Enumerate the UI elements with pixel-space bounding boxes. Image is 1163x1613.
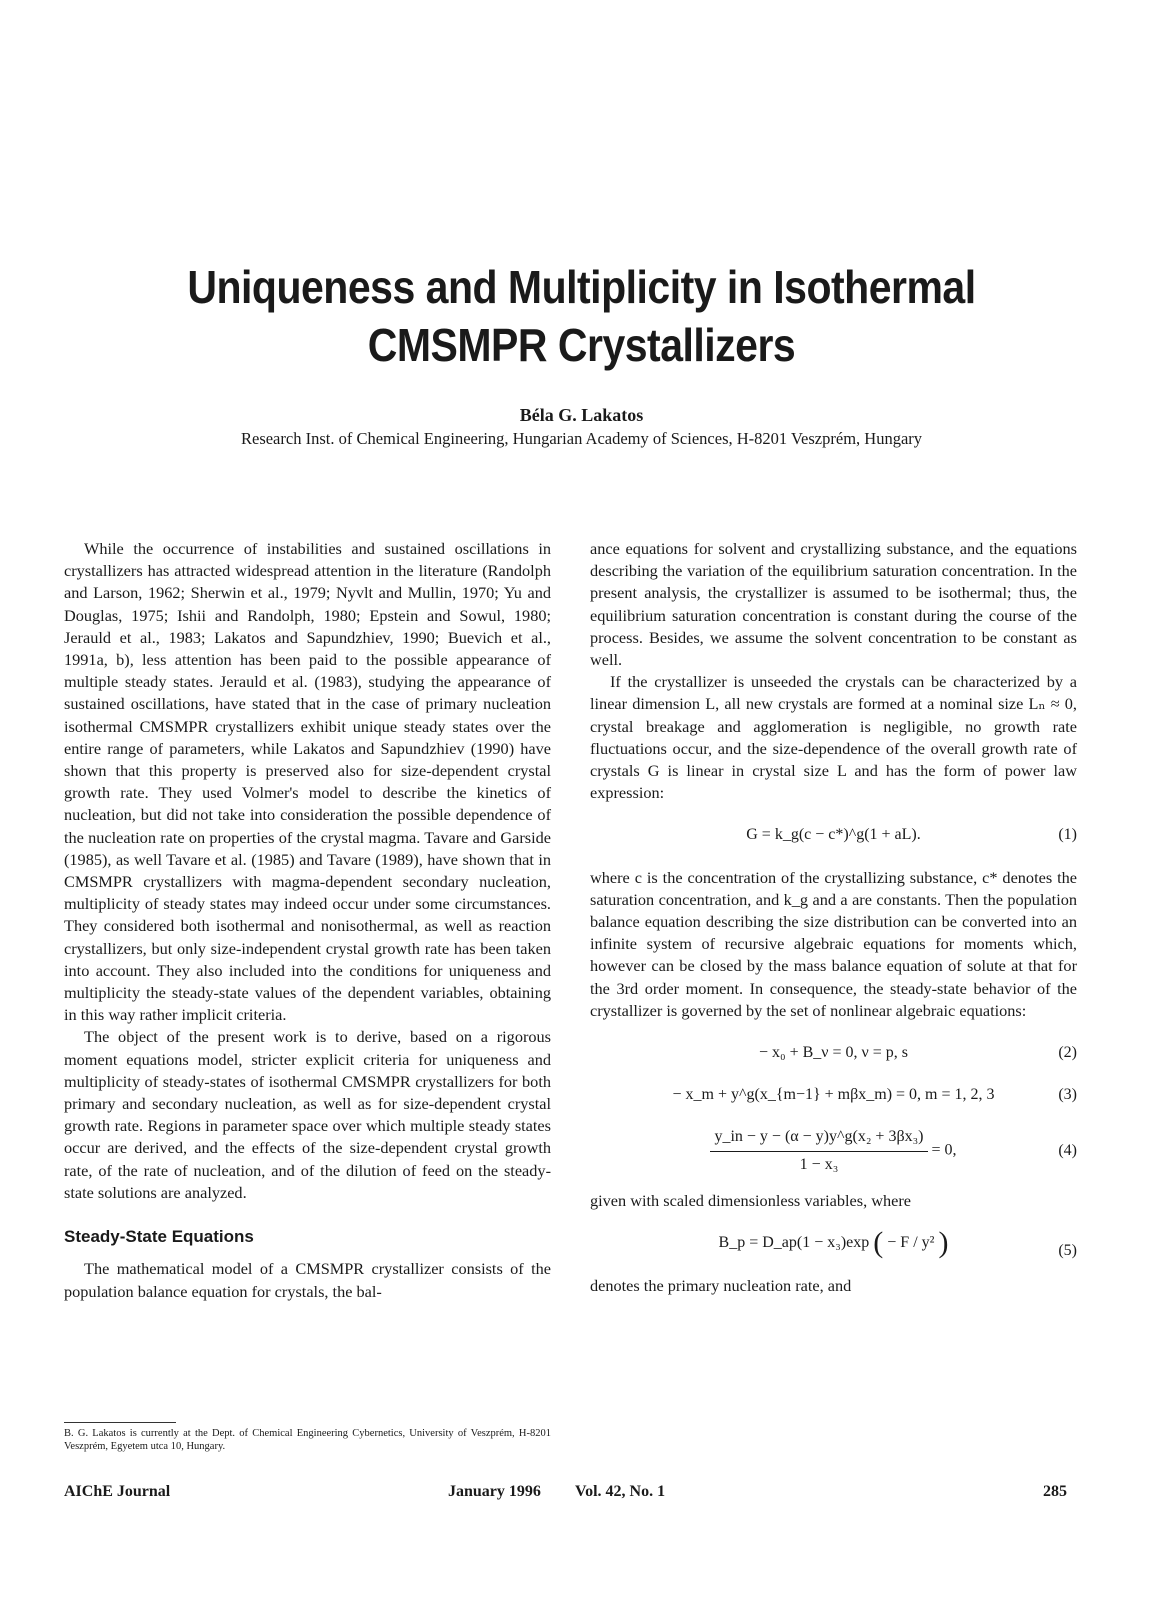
equation-1 <box>590 824 1077 846</box>
equation-5-number: (5) <box>1058 1242 1077 1260</box>
equation-5-lhs: B_p = D_ap(1 − x₃)exp <box>718 1234 870 1252</box>
continuation-paragraph: ance equations for solvent and crystallizing substance, and the equations describing the variation of the equilibrium saturation concentration. In the present analysis, the crystallizer is assumed to be isothermal; thus, the equilibrium saturation concentration is constant during the course of the process. Besides, we assume the solvent concentration to be constant as well. <box>590 539 1077 670</box>
equation-5 <box>590 1226 1077 1260</box>
equation-4-rhs: = 0, <box>931 1141 957 1159</box>
author-footnote: B. G. Lakatos is currently at the Dept. of Chemical Engineering Cybernetics, University of Veszprém, H-8201 Veszprém, Egyetem utca 10, Hungary. <box>64 1428 551 1452</box>
equation-2-number: (2) <box>1058 1044 1077 1062</box>
footer-journal: AIChE Journal <box>64 1483 171 1500</box>
nucleation-rate-line: denotes the primary nucleation rate, and <box>590 1275 852 1295</box>
equation-4-fraction <box>710 1126 927 1175</box>
footnote-rule <box>64 1422 176 1423</box>
footer-page-number: 285 <box>1043 1483 1067 1500</box>
author: Béla G. Lakatos <box>519 405 644 425</box>
intro-paragraph-1: While the occurrence of instabilities and sustained oscillations in crystallizers has attracted widespread attention in the literature (Randolph and Larson, 1962; Sherwin et al., 1979; Nyvlt and Mullin, 1970; Yu and Douglas, 1975; Ishii and Randolph, 1980; Epstein and Sowul, 1980; Jerauld et al., 1983; Lakatos and Sapundzhiev, 1990; Buevich et al., 1991a, b), less attention has been paid to the possible appearance of multiple steady states. Jerauld et al. (1983), studying the appearance of sustained oscillations, have stated that in the case of primary nucleation isothermal CMSMPR crystallizers exhibit unique steady states over the entire range of parameters, while Lakatos and Sapundzhiev (1990) have shown that this property is preserved also for size-dependent crystal growth rate. They used Volmer's model to describe the kinetics of nucleation, but did not take into consideration the possible dependence of the nucleation rate on properties of the crystal magma. Tavare and Garside (1985), as well Tavare et al. (1985) and Tavare (1989), have shown that in CMSMPR crystallizers with magma-dependent secondary nucleation, multiplicity of steady states may indeed occur under some circumstances. They considered both isothermal and nonisothermal, as well as reaction crystallizers, but only size-independent crystal growth rate has been taken into account. They also included into the conditions for uniqueness and multiplicity the steady-state values of the dependent variables, obtaining in this way rather implicit criteria. <box>64 539 551 1025</box>
section-heading-steady-state: Steady-State Equations <box>64 1227 254 1247</box>
equation-1-number: (1) <box>1058 826 1077 844</box>
equation-3 <box>590 1084 1077 1106</box>
definitions-paragraph: where c is the concentration of the crystallizing substance, c* denotes the saturation concentration, and k_g and a are constants. Then the population balance equation describing the size distribution can be converted into an infinite system of recursive algebraic equations for moments which, however can be closed by the mass balance equation of solute at that for the 3rd order moment. In consequence, the steady-state behavior of the crystallizer is governed by the set of nonlinear algebraic equations: <box>590 867 1077 1020</box>
equation-4-numerator: y_in − y − (α − y)y^g(x₂ + 3βx₃) <box>710 1126 927 1151</box>
footer-date: January 1996 <box>448 1483 541 1500</box>
right-column <box>590 538 1077 1297</box>
equation-4-denominator: 1 − x₃ <box>799 1155 839 1173</box>
affiliation: Research Inst. of Chemical Engineering, Hungarian Academy of Sciences, H-8201 Veszprém, Hungary <box>240 429 923 448</box>
assumptions-paragraph: If the crystallizer is unseeded the crystals can be characterized by a linear dimension L, all new crystals are formed at a nominal size Lₙ ≈ 0, crystal breakage and agglomeration is negligible, no growth rate fluctuations occur, and the size-dependence of the overall growth rate of crystals G is linear in crystal size L and has the form of power law expression: <box>590 672 1077 803</box>
equation-5-argument: − F / y² <box>887 1234 935 1252</box>
equation-3-number: (3) <box>1058 1086 1077 1104</box>
equation-2 <box>590 1042 1077 1064</box>
title-line-1: Uniqueness and Multiplicity in Isothermal <box>187 261 976 313</box>
equation-5-close-paren: ) <box>938 1226 949 1260</box>
scaled-variables-line: given with scaled dimensionless variables, where <box>590 1190 912 1210</box>
model-paragraph: The mathematical model of a CMSMPR crystallizer consists of the population balance equation for crystals, the bal- <box>64 1259 551 1301</box>
equation-2-body: − x₀ + B_ν = 0, ν = p, s <box>758 1044 909 1062</box>
equation-4-number: (4) <box>1058 1142 1077 1160</box>
article-title <box>0 258 1163 374</box>
footer-volume: Vol. 42, No. 1 <box>575 1483 666 1500</box>
equation-3-body: − x_m + y^g(x_{m−1} + mβx_m) = 0, m = 1, 2, 3 <box>672 1086 995 1104</box>
left-column <box>64 538 551 1303</box>
equation-4 <box>590 1126 1077 1175</box>
title-line-2: CMSMPR Crystallizers <box>367 319 796 372</box>
intro-paragraph-2: The object of the present work is to derive, based on a rigorous moment equations model, stricter explicit criteria for uniqueness and multiplicity of steady-states of isothermal CMSMPR crystallizers for both primary and secondary nucleation, as well as for size-dependent crystal growth rate. Regions in parameter space over which multiple steady states occur are derived, and the effects of the size-dependent crystal growth rate, of the rate of nucleation, and of the dilution of feed on the steady-state solutions are analyzed. <box>64 1027 551 1202</box>
equation-1-body: G = k_g(c − c*)^g(1 + aL). <box>746 826 921 844</box>
equation-5-open-paren: ( <box>873 1226 884 1260</box>
